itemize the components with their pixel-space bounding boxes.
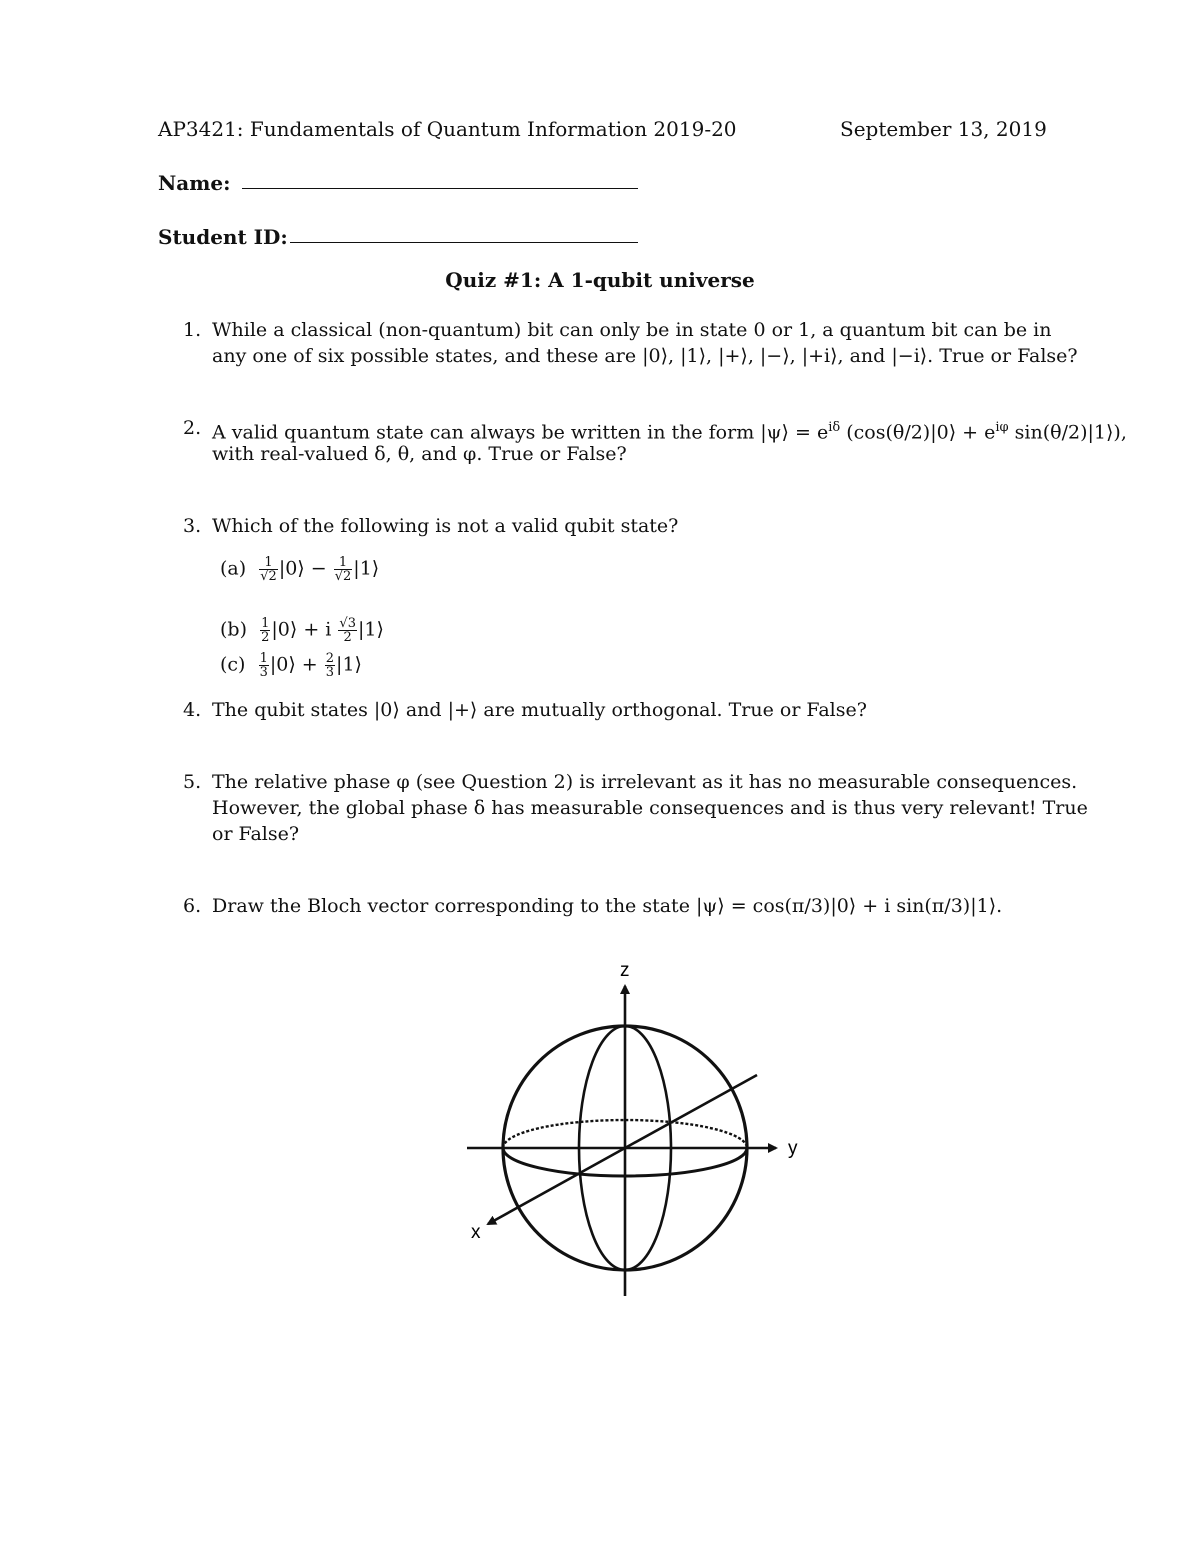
option-b: (b) $\frac{1}{2}$ |0⟩ + i $\frac{√3}{2}$ |1⟩ bbox=[220, 616, 384, 645]
question-1-line-1: While a classical (non-quantum) bit can only be in state 0 or 1, a quantum bit can be in bbox=[212, 319, 1052, 341]
option-c: (c) $\frac{1}{3}$ |0⟩ + $\frac{2}{3}$ |1⟩ bbox=[220, 651, 362, 680]
quiz-title: Quiz #1: A 1-qubit universe bbox=[445, 268, 755, 292]
question-1-line-2: any one of six possible states, and these are |0⟩, |1⟩, |+⟩, |−⟩, |+i⟩, and |−i⟩. True or False? bbox=[212, 345, 1078, 367]
question-2-number: 2. bbox=[183, 417, 202, 439]
question-2-suffix: sin(θ/2)|1⟩), bbox=[1008, 421, 1127, 444]
question-2-mid: (cos(θ/2)|0⟩ + e bbox=[840, 421, 996, 444]
bloch-sphere-diagram bbox=[440, 950, 820, 1310]
question-2-sup-1: iδ bbox=[828, 420, 841, 435]
option-a-fraction-2: $\frac{1}{√2}$ bbox=[334, 555, 352, 584]
option-b-fraction-2: $\frac{√3}{2}$ bbox=[339, 616, 356, 645]
x-axis-back bbox=[625, 1075, 757, 1148]
quiz-date: September 13, 2019 bbox=[840, 117, 1047, 141]
option-b-fraction-1: $\frac{1}{2}$ bbox=[261, 616, 270, 645]
question-3-line-1: Which of the following is not a valid qubit state? bbox=[212, 515, 679, 537]
option-c-fraction-2: $\frac{2}{3}$ bbox=[325, 651, 335, 680]
option-a: (a) $\frac{1}{√2}$ |0⟩ − $\frac{1}{√2}$ |1⟩ bbox=[220, 555, 380, 584]
name-label: Name: bbox=[158, 171, 231, 195]
option-a-fraction-1: $\frac{1}{√2}$ bbox=[260, 555, 277, 584]
question-1-number: 1. bbox=[183, 319, 202, 341]
question-5-line-2: However, the global phase δ has measurable consequences and is thus very relevant! True bbox=[212, 797, 1088, 819]
question-6-number: 6. bbox=[183, 895, 202, 917]
question-2-line-2: with real-valued δ, θ, and φ. True or False? bbox=[212, 443, 627, 465]
student-id-label: Student ID: bbox=[158, 225, 288, 249]
question-4-number: 4. bbox=[183, 699, 202, 721]
question-5-line-3: or False? bbox=[212, 823, 300, 845]
question-5-number: 5. bbox=[183, 771, 202, 793]
y-axis-label: y bbox=[788, 1138, 798, 1159]
option-c-label: (c) bbox=[220, 653, 246, 676]
option-c-fraction-1: $\frac{1}{3}$ bbox=[259, 651, 268, 680]
option-a-label: (a) bbox=[220, 557, 247, 580]
course-title: AP3421: Fundamentals of Quantum Information 2019-20 bbox=[158, 117, 737, 141]
question-6-line-1: Draw the Bloch vector corresponding to the state |ψ⟩ = cos(π/3)|0⟩ + i sin(π/3)|1⟩. bbox=[212, 895, 1003, 917]
question-2-sup-2: iφ bbox=[995, 420, 1009, 435]
question-4-line-1: The qubit states |0⟩ and |+⟩ are mutually orthogonal. True or False? bbox=[212, 699, 867, 721]
question-2-prefix: A valid quantum state can always be written in the form |ψ⟩ = e bbox=[212, 421, 829, 444]
name-field[interactable] bbox=[242, 188, 638, 189]
x-axis-label: x bbox=[471, 1222, 481, 1243]
student-id-field[interactable] bbox=[290, 242, 638, 243]
question-5-line-1: The relative phase φ (see Question 2) is irrelevant as it has no measurable consequences. bbox=[212, 771, 1078, 793]
option-b-label: (b) bbox=[220, 618, 247, 641]
z-axis-label: z bbox=[620, 960, 630, 981]
question-3-number: 3. bbox=[183, 515, 202, 537]
